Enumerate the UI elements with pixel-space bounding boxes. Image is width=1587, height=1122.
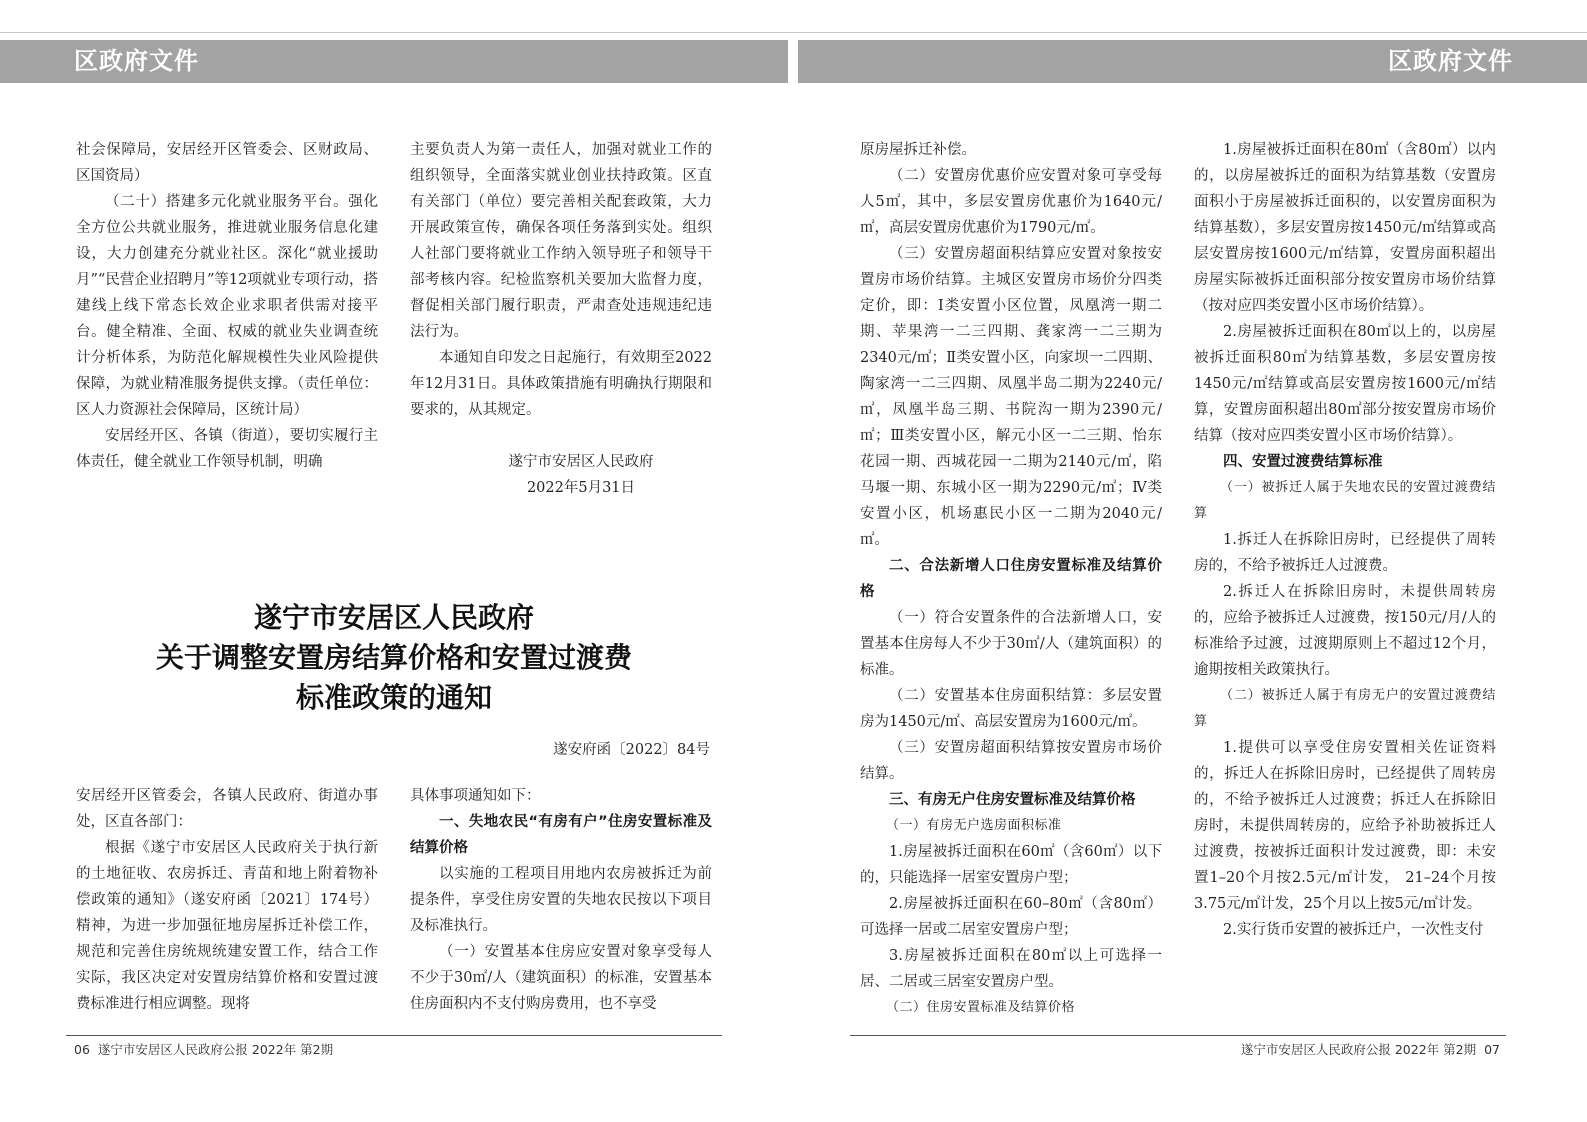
left-footer-text: 遂宁市安居区人民政府公报 2022年 第2期 <box>97 1042 334 1057</box>
paragraph: （三）安置房超面积结算按安置房市场价结算。 <box>860 740 1162 782</box>
left-page-header <box>0 40 788 83</box>
section-heading: 一、失地农民“有房有户”住房安置标准及结算价格 <box>410 814 712 856</box>
right-header-title: 区政府文件 <box>1388 47 1513 75</box>
paragraph: （一）符合安置条件的合法新增人口，安置基本住房每人不少于30㎡/人（建筑面积）的标准。 <box>860 610 1162 678</box>
left-page-column-2-lower <box>410 783 712 1017</box>
document-title-line: 遂宁市安居区人民政府 <box>253 601 534 634</box>
paragraph: 3.房屋被拆迁面积在80㎡以上可选择一居、二居或三居室安置房户型。 <box>860 948 1162 990</box>
subsection-heading: （二）被拆迁人属于有房无户的安置过渡费结算 <box>1194 688 1496 729</box>
document-number: 遂安府函〔2022〕84号 <box>553 742 710 758</box>
left-header-title: 区政府文件 <box>74 47 199 75</box>
paragraph: 原房屋拆迁补偿。 <box>860 142 976 158</box>
paragraph: 1.提供可以享受住房安置相关佐证资料的，拆迁人在拆除旧房时，已经提供了周转房的，不给予被拆迁人过渡费；拆迁人在拆除旧房时，未提供周转房的，应给予补助被拆迁人过渡费，按被拆迁面积计发过渡费，即：未安置1–20个月按2.5元/㎡计发， 21–24个月按3.75元/㎡计发，25个月以上按5元/㎡计发。 <box>1194 740 1496 912</box>
paragraph: 1.房屋被拆迁面积在80㎡（含80㎡）以内的，以房屋被拆迁的面积为结算基数（安置房面积小于房屋被拆迁面积的，以安置房面积为结算基数），多层安置房按1450元/㎡结算或高层安置房按1600元/㎡结算，安置房面积超出房屋实际被拆迁面积部分按安置房市场价结算（按对应四类安置小区市场价结算）。 <box>1194 142 1496 314</box>
section-heading: 二、合法新增人口住房安置标准及结算价格 <box>860 558 1162 600</box>
paragraph: 1.房屋被拆迁面积在60㎡（含60㎡）以下的，只能选择一居室安置房户型； <box>860 844 1162 886</box>
paragraph: （二十）搭建多元化就业服务平台。强化全方位公共就业服务，推进就业服务信息化建设，大力创建充分就业社区。深化“就业援助月”“民营企业招聘月”等12项就业专项行动，搭建线上线下常态长效企业求职者供需对接平台。健全精准、全面、权威的就业失业调查统计分析体系，为防范化解规模性失业风险提供保障，为就业精准服务提供支撑。（责任单位：区人力资源社会保障局，区统计局） <box>76 194 378 418</box>
paragraph: （二）安置基本住房面积结算：多层安置房为1450元/㎡、高层安置房为1600元/㎡。 <box>860 688 1162 730</box>
left-page-column-1 <box>76 137 378 475</box>
right-page-header <box>798 40 1587 83</box>
paragraph: 2.房屋被拆迁面积在60–80㎡（含80㎡）可选择一居或二居室安置房户型； <box>860 896 1162 938</box>
right-page-column-1 <box>860 137 1162 1021</box>
paragraph: 主要负责人为第一责任人，加强对就业工作的组织领导，全面落实就业创业扶持政策。区直有关部门（单位）要完善相关配套政策，大力开展政策宣传，确保各项任务落到实处。组织人社部门要将就业工作纳入领导班子和领导干部考核内容。纪检监察机关要加大监督力度，督促相关部门履行职责，严肃查处违规违纪违法行为。 <box>410 142 712 340</box>
left-page-column-2 <box>410 137 712 501</box>
paragraph: 1.拆迁人在拆除旧房时，已经提供了周转房的，不给予被拆迁人过渡费。 <box>1194 532 1496 574</box>
document-title <box>76 598 712 718</box>
right-footer-text: 遂宁市安居区人民政府公报 2022年 第2期 <box>1240 1042 1477 1057</box>
paragraph: 以实施的工程项目用地内农房被拆迁为前提条件，享受住房安置的失地农民按以下项目及标准执行。 <box>410 866 712 934</box>
paragraph: 社会保障局，安居经开区管委会、区财政局、区国资局） <box>76 142 378 184</box>
document-title-line: 关于调整安置房结算价格和安置过渡费 <box>155 641 632 674</box>
signature-org: 遂宁市安居区人民政府 <box>508 454 654 470</box>
top-rule <box>0 32 1587 33</box>
salutation: 安居经开区管委会，各镇人民政府、街道办事处，区直各部门： <box>76 788 378 830</box>
subsection-heading: （一）有房无户选房面积标准 <box>886 818 1062 833</box>
paragraph: 2.拆迁人在拆除旧房时，未提供周转房的，应给予被拆迁人过渡费，按150元/月/人的标准给予过渡，过渡期原则上不超过12个月，逾期按相关政策执行。 <box>1194 584 1496 678</box>
subsection-heading: （一）被拆迁人属于失地农民的安置过渡费结算 <box>1194 480 1496 521</box>
paragraph: 安居经开区、各镇（街道），要切实履行主体责任，健全就业工作领导机制，明确 <box>76 428 378 470</box>
signature-date: 2022年5月31日 <box>526 480 636 496</box>
right-footer-rule <box>850 1035 1506 1036</box>
section-heading: 三、有房无户住房安置标准及结算价格 <box>889 792 1136 808</box>
paragraph: 本通知自印发之日起施行，有效期至2022年12月31日。具体政策措施有明确执行期限和要求的，从其规定。 <box>410 350 712 418</box>
paragraph: 具体事项通知如下： <box>410 788 541 804</box>
right-page-column-2 <box>1194 137 1496 943</box>
left-page-column-1-lower <box>76 783 378 1017</box>
right-page-footer <box>1241 1041 1500 1059</box>
left-footer-rule <box>66 1035 722 1036</box>
paragraph: 2.房屋被拆迁面积在80㎡以上的，以房屋被拆迁面积80㎡为结算基数，多层安置房按1450元/㎡结算或高层安置房按1600元/㎡结算，安置房面积超出80㎡部分按安置房市场价结算（按对应四类安置小区市场价结算）。 <box>1194 324 1496 444</box>
document-title-line: 标准政策的通知 <box>295 681 492 714</box>
paragraph: （一）安置基本住房应安置对象享受每人不少于30㎡/人（建筑面积）的标准，安置基本住房面积内不支付购房费用，也不享受 <box>410 944 712 1012</box>
paragraph: （三）安置房超面积结算应安置对象按安置房市场价结算。主城区安置房市场价分四类定价，即：Ⅰ类安置小区位置，凤凰湾一期二期、苹果湾一二三四期、龚家湾一二三期为2340元/㎡；Ⅱ类安置小区，向家坝一二四期、陶家湾一二三四期、凤凰半岛二期为2240元/㎡，凤凰半岛三期、书院沟一期为2390元/㎡；Ⅲ类安置小区，解元小区一二三期、怡东花园一期、西城花园一二期为2140元/㎡，陷马堰一期、东城小区一期为2290元/㎡；Ⅳ类安置小区，机场惠民小区一二期为2040元/㎡。 <box>860 246 1162 548</box>
subsection-heading: （二）住房安置标准及结算价格 <box>886 1000 1076 1015</box>
right-page-number: 07 <box>1484 1042 1500 1057</box>
left-page-footer <box>74 1041 333 1059</box>
paragraph: 2.实行货币安置的被拆迁户，一次性支付 <box>1223 922 1484 938</box>
left-page-number: 06 <box>74 1042 90 1057</box>
paragraph: 根据《遂宁市安居区人民政府关于执行新的土地征收、农房拆迁、青苗和地上附着物补偿政策的通知》（遂安府函〔2021〕174号）精神，为进一步加强征地房屋拆迁补偿工作，规范和完善住房统规统建安置工作，结合工作实际，我区决定对安置房结算价格和安置过渡费标准进行相应调整。现将 <box>76 840 378 1012</box>
section-heading: 四、安置过渡费结算标准 <box>1223 454 1383 470</box>
paragraph: （二）安置房优惠价应安置对象可享受每人5㎡，其中，多层安置房优惠价为1640元/㎡，高层安置房优惠价为1790元/㎡。 <box>860 168 1162 236</box>
